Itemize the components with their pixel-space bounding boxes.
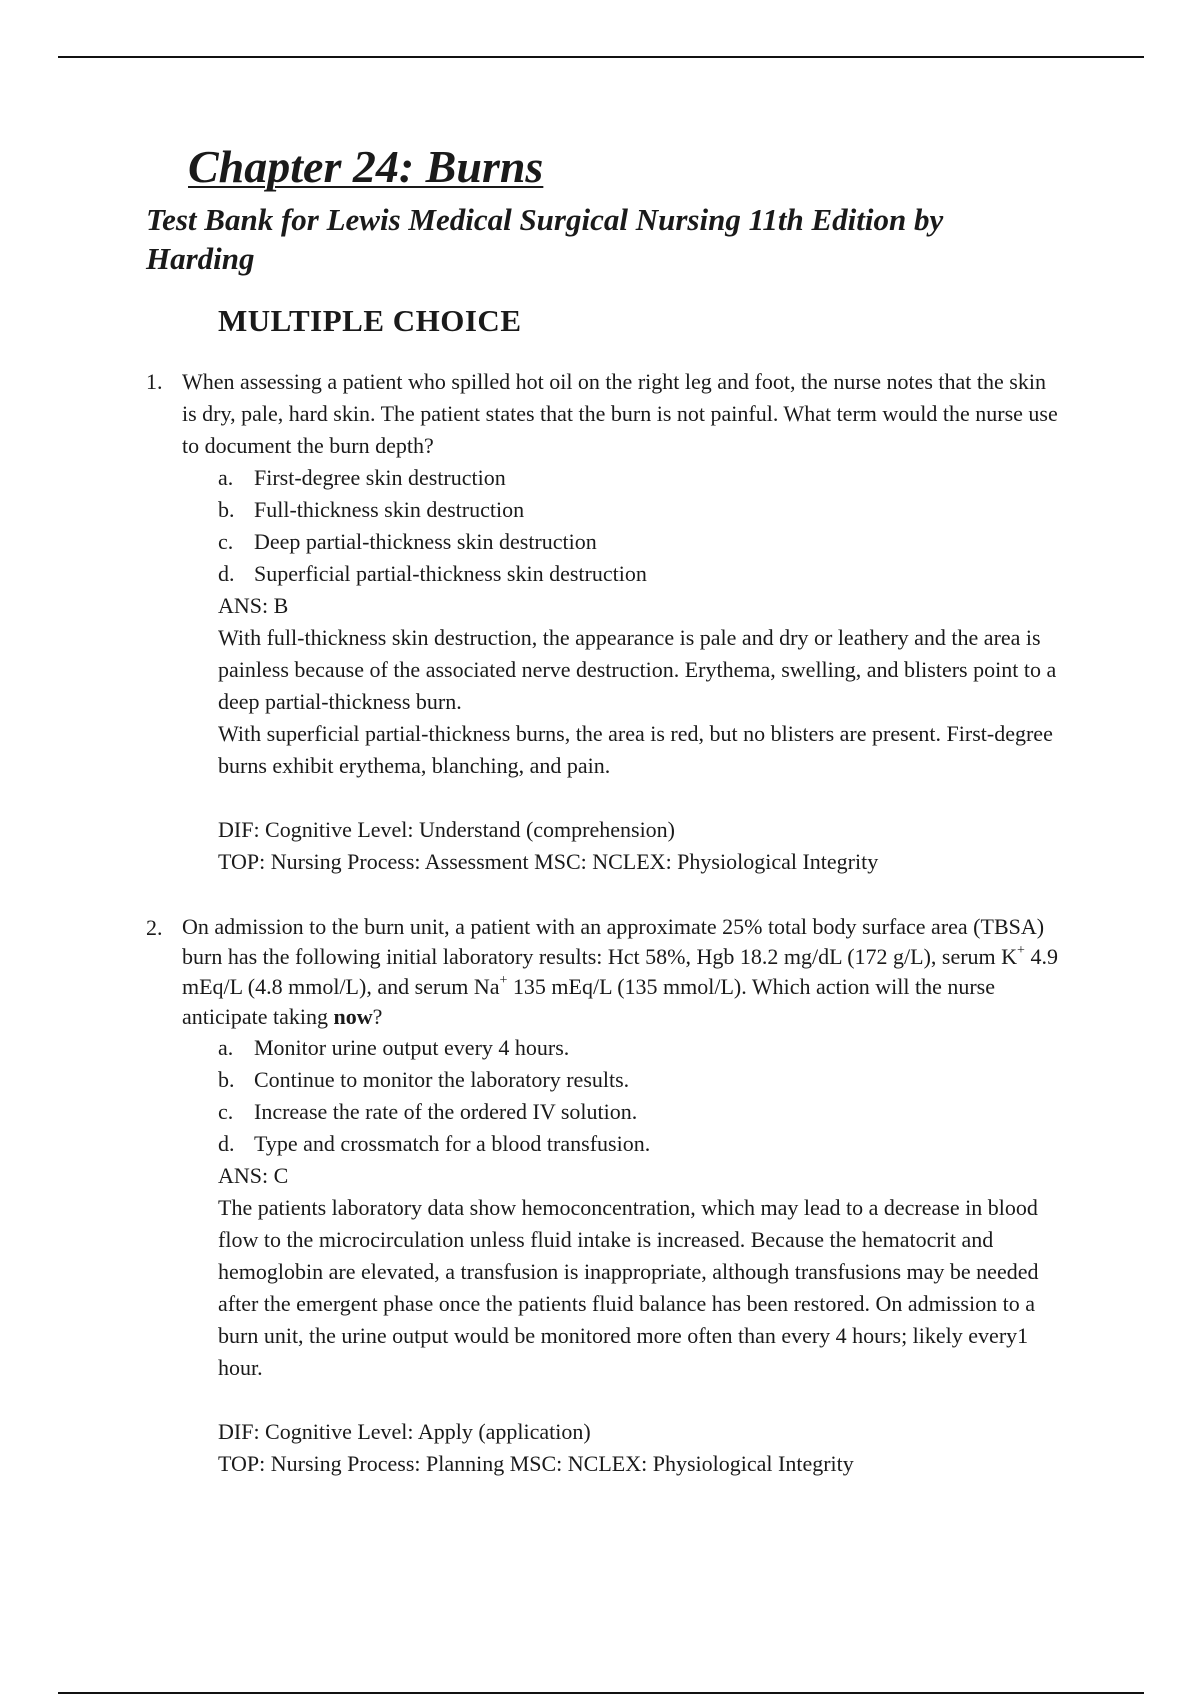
answer-option <box>218 526 1066 558</box>
answer-option <box>218 1064 1066 1096</box>
difficulty-line: DIF: Cognitive Level: Apply (application) <box>218 1419 591 1444</box>
answer-option <box>218 494 1066 526</box>
option-letter: c. <box>218 1099 234 1124</box>
option-text: Increase the rate of the ordered IV solution. <box>254 1099 638 1124</box>
superscript-plus: + <box>1017 943 1025 958</box>
answer-option <box>218 1032 1066 1064</box>
question-stem <box>182 912 1066 1032</box>
option-letter: d. <box>218 1131 235 1156</box>
question-metadata <box>218 814 1066 878</box>
option-letter: a. <box>218 465 234 490</box>
question-stem: When assessing a patient who spilled hot oil on the right leg and foot, the nurse notes that the skin is dry, pale, hard skin. The patient states that the burn is not painful. What term would the nurse use to document the burn depth? <box>182 369 1058 458</box>
rationale <box>218 622 1066 782</box>
option-text: First-degree skin destruction <box>254 465 506 490</box>
answer-option <box>218 462 1066 494</box>
rationale <box>218 1192 1066 1384</box>
stem-text: ? <box>372 1004 383 1029</box>
bottom-rule <box>58 1692 1144 1694</box>
chapter-title: Chapter 24: Burns <box>188 141 544 192</box>
option-letter: b. <box>218 497 235 522</box>
topic-line: TOP: Nursing Process: Planning MSC: NCLEX: Physiological Integrity <box>218 1451 854 1476</box>
option-letter: c. <box>218 529 234 554</box>
question-number: 1. <box>146 369 163 394</box>
question-1 <box>146 366 1066 878</box>
answer-options <box>218 462 1066 590</box>
emphasis-now: now <box>333 1004 373 1029</box>
answer-options <box>218 1032 1066 1160</box>
option-text: Full-thickness skin destruction <box>254 497 525 522</box>
top-rule <box>58 56 1144 58</box>
document-subtitle: Test Bank for Lewis Medical Surgical Nursing 11th Edition by Harding <box>146 202 944 276</box>
answer-option <box>218 1128 1066 1160</box>
answer-key: ANS: B <box>218 593 289 618</box>
rationale-paragraph: With full-thickness skin destruction, the appearance is pale and dry or leathery and the area is painless because of the associated nerve destruction. Erythema, swelling, and blisters point to a deep partial-thickness burn. <box>218 625 1057 714</box>
option-letter: d. <box>218 561 235 586</box>
section-heading: MULTIPLE CHOICE <box>218 303 522 338</box>
option-text: Continue to monitor the laboratory results. <box>254 1067 630 1092</box>
rationale-paragraph: The patients laboratory data show hemoconcentration, which may lead to a decrease in blood flow to the microcirculation unless fluid intake is increased. Because the hematocrit and hemoglobin are elevated, a transfusion is inappropriate, although transfusions may be needed after the emergent phase once the patients fluid balance has been restored. On admission to a burn unit, the urine output would be monitored more often than every 4 hours; likely every1 hour. <box>218 1195 1039 1380</box>
stem-text: On admission to the burn unit, a patient with an approximate 25% total body surface area (TBSA) burn has the following initial laboratory results: Hct 58%, Hgb 18.2 mg/dL (172 g/L), serum K <box>182 914 1045 969</box>
question-metadata <box>218 1416 1066 1480</box>
stem-text: 135 mEq/L (135 mmol/L). Which action will the nurse anticipate taking <box>182 974 995 1029</box>
answer-option <box>218 558 1066 590</box>
option-text: Monitor urine output every 4 hours. <box>254 1035 570 1060</box>
answer-key: ANS: C <box>218 1163 289 1188</box>
option-text: Superficial partial-thickness skin destruction <box>254 561 647 586</box>
question-number: 2. <box>146 915 163 940</box>
question-2 <box>146 912 1066 1480</box>
option-text: Deep partial-thickness skin destruction <box>254 529 597 554</box>
question-body <box>218 462 1066 878</box>
difficulty-line: DIF: Cognitive Level: Understand (comprehension) <box>218 817 676 842</box>
option-letter: a. <box>218 1035 234 1060</box>
option-text: Type and crossmatch for a blood transfusion. <box>254 1131 651 1156</box>
topic-line: TOP: Nursing Process: Assessment MSC: NCLEX: Physiological Integrity <box>218 849 879 874</box>
option-letter: b. <box>218 1067 235 1092</box>
superscript-plus: + <box>499 973 508 988</box>
stem-text: 4.9 mEq/L (4.8 mmol/L), and serum Na <box>182 944 1058 999</box>
answer-option <box>218 1096 1066 1128</box>
question-body <box>218 1032 1066 1480</box>
rationale-paragraph: With superficial partial-thickness burns, the area is red, but no blisters are present. First-degree burns exhibit erythema, blanching, and pain. <box>218 721 1053 778</box>
